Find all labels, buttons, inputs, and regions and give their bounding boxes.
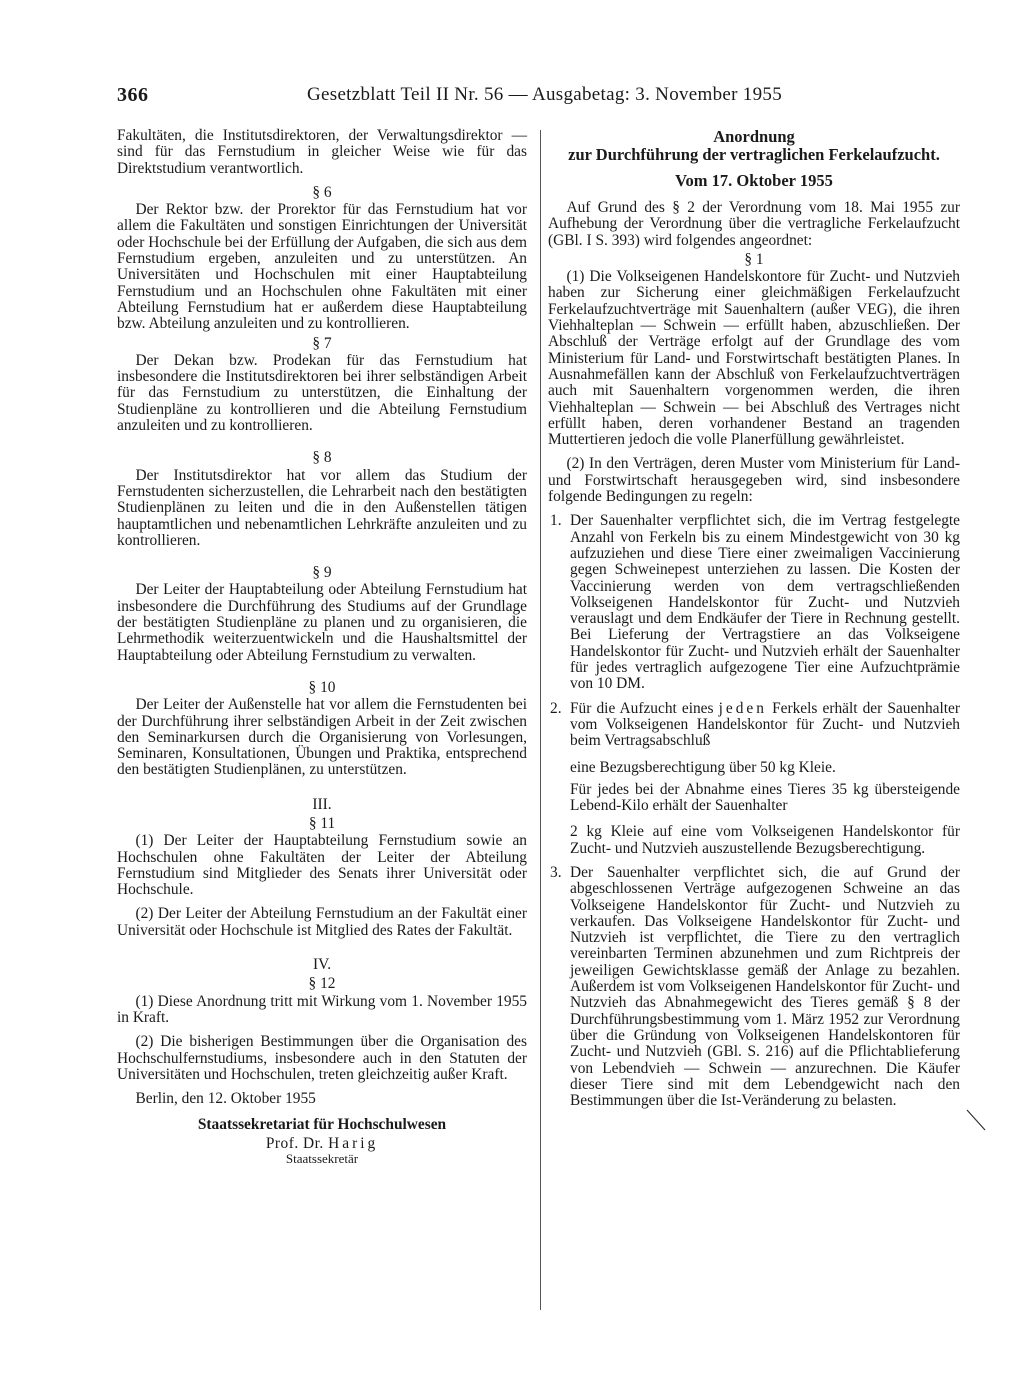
ordinance-subtitle: zur Durchführung der vertraglichen Ferkelaufzucht. — [568, 145, 940, 164]
list-item-1 — [548, 513, 960, 692]
section-11-heading: § 11 — [308, 814, 336, 832]
section-9-text: Der Leiter der Hauptabteilung oder Abteilung Fernstudium hat insbesondere die Durchführung des Studiums auf der Grundlage der bestätigten Studienpläne zu planen und zu organisieren, die Lehrmethodik weiterzuentwickeln und die Haushaltsmittel der Hauptabteilung oder Abteilung Fernstudium zu verwalten. — [117, 581, 527, 664]
section-12-para-2: (2) Die bisherigen Bestimmungen über die Organisation des Hochschulfernstudiums, insbesondere auch in den Statuten der Universitäten und Hochschulen, treten gleichzeitig außer Kraft. — [117, 1033, 527, 1083]
signature-role: Staatssekretär — [285, 1151, 359, 1167]
signature-name: Harig — [328, 1134, 379, 1152]
intro-paragraph: Fakultäten, die Institutsdirektoren, der Verwaltungsdirektor — sind für das Fernstudium in gleicher Weise wie für das Direktstudium verantwortlich. — [117, 127, 527, 177]
list-item-2 — [548, 701, 960, 857]
part-3-heading: III. — [312, 795, 332, 813]
section-10-text: Der Leiter der Außenstelle hat vor allem die Fernstudenten bei der Durchführung ihrer selbständigen Arbeit in der Zeit zwischen den Seminarkursen durch die Organisierung von Vorlesungen, Seminaren, Konsultationen, Übungen und Praktika, entsprechend den bestätigten Studienplänen, zu unterstützen. — [117, 696, 527, 779]
list-item-1-text: Der Sauenhalter verpflichtet sich, die im Vertrag festgelegte Anzahl von Ferkeln bis zu einem Mindestgewicht von 30 kg aufzuziehen und diese Tiere einer zweimaligen Vaccinierung gegen Schweinepest unterziehen zu lassen. Die Kosten der Vaccinierung werden von dem vertragschließenden Volkseigenen Handelskontor für Zucht- und Nutzvieh verauslagt und dem Endkäufer der Tiere in Rechnung gestellt. Bei Lieferung der Vertragstiere an das Volkseigene Handelskontor für Zucht- und Nutzvieh erhält der Sauenhalter für jedes vertraglich aufgezogene Tier eine Aufzuchtprämie von 10 DM. — [570, 512, 960, 693]
list-item-1-number: 1. — [550, 512, 562, 530]
ordinance-title: Anordnung — [713, 127, 795, 146]
left-column — [117, 128, 527, 1166]
section-7-text: Der Dekan bzw. Prodekan für das Fernstudium hat insbesondere die Institutsdirektoren bei ihrer selbständigen Arbeit für das Fernstudium zu unterstützen, die Einhaltung der Studienpläne zu kontrollieren und die Abteilung Fernstudium anzuleiten und zu kontrollieren. — [117, 351, 527, 435]
header-title: Gesetzblatt Teil II Nr. 56 — Ausgabetag: 3. November 1955 — [307, 84, 783, 105]
section-1-para-2: (2) In den Verträgen, deren Muster vom Ministerium für Land- und Forstwirtschaft herausgegeben wird, sind insbesondere folgende Bedingungen zu regeln: — [548, 455, 960, 506]
signature-title: Prof. Dr. — [265, 1134, 324, 1152]
page-number: 366 — [117, 84, 149, 106]
section-1-para-1: (1) Die Volkseigenen Handelskontore für Zucht- und Nutzvieh haben zur Sicherung einer gleichmäßigen Ferkelaufzucht Ferkelaufzuchtverträge mit Sauenhaltern (außer VEG), die ihren Viehhalteplan — Schwein — erfüllt haben, abzuschließen. Der Abschluß der Verträge erfolgt auf der Grundlage des vom Ministerium für Land- und Forstwirtschaft bestätigten Planes. In Ausnahmefällen kann der Abschluß von Ferkelaufzuchtverträgen auch mit Sauenhaltern vorgenommen werden, die ihren Viehhalteplan — Schwein — bei Abschluß des Vertrages nicht erfüllt haben, deren vorhandener Bestand an tragenden Muttertieren jedoch die volle Planerfüllung gewährleistet. — [548, 268, 960, 449]
list-item-2-sub-1: eine Bezugsberechtigung über 50 kg Kleie. — [570, 758, 836, 776]
section-6-text: Der Rektor bzw. der Prorektor für das Fernstudium hat vor allem die Fakultäten und sonstigen Einrichtungen der Universität oder Hochschule bei der Erfüllung der Aufgaben, die sich aus dem Fernstudium ergeben, anzuleiten und zu unterstützen. An Universitäten und Hochschulen mit einer Hauptabteilung Fernstudium und an Hochschulen ohne Fakultäten mit einer Abteilung Fernstudium hat er außerdem diese Hauptabteilung bzw. Abteilung anzuleiten und zu kontrollieren. — [117, 201, 527, 333]
section-11-para-2: (2) Der Leiter der Abteilung Fernstudium an der Fakultät einer Universität oder Hochschule ist Mitglied des Rates der Fakultät. — [117, 905, 527, 939]
section-7-heading: § 7 — [312, 334, 332, 352]
section-8-text: Der Institutsdirektor hat vor allem das Studium der Fernstudenten sicherzustellen, die Lehrarbeit nach den bestätigten Studienplänen zu leiten und die in den Außenstellen tätigen hauptamtlichen und nebenamtlichen Lehrkräfte anzuleiten und zu kontrollieren. — [117, 466, 527, 549]
section-1-heading: § 1 — [744, 250, 764, 268]
list-item-3 — [548, 865, 960, 1109]
signature-organization: Staatssekretariat für Hochschulwesen — [197, 1116, 447, 1134]
list-item-2-text-end: Ferkels erhält der Sauenhalter vom Volkseigenen Handelskontor für Zucht- und Nutzvieh beim Vertragsabschluß — [570, 699, 961, 750]
preamble: Auf Grund des § 2 der Verordnung vom 18. Mai 1955 zur Aufhebung der Verordnung über die vertragliche Ferkelaufzucht (GBl. I S. 393) wird folgendes angeordnet: — [548, 199, 960, 249]
list-item-2-sub-3: 2 kg Kleie auf eine vom Volkseigenen Handelskontor für Zucht- und Nutzvieh auszustellende Bezugsberechtigung. — [570, 823, 960, 857]
signature-name-line — [117, 1136, 527, 1152]
section-12-para-1: (1) Diese Anordnung tritt mit Wirkung vom 1. November 1955 in Kraft. — [117, 992, 527, 1026]
place-date: Berlin, den 12. Oktober 1955 — [135, 1090, 316, 1108]
section-8-heading: § 8 — [312, 449, 332, 467]
part-4-heading: IV. — [312, 956, 332, 974]
list-item-3-text: Der Sauenhalter verpflichtet sich, die auf Grund der abgeschlossenen Verträge aufgezogenen Schweine an das Volkseigene Handelskontor für Zucht- und Nutzvieh zu verkaufen. Das Volkseigene Handelskontor für Zucht- und Nutzvieh ist verpflichtet, die Tiere zu den vertraglich vereinbarten Terminen abzunehmen und zum Richtpreis der jeweiligen Gewichtsklasse gemäß der Anlage zu bezahlen. Außerdem ist vom Volkseigenen Handelskontor für Zucht- und Nutzvieh das Abnahmegewicht des Tieres gemäß § 8 der Durchführungsbestimmung vom 1. März 1952 zur Verordnung über die Gründung von Volkseigenen Handelskontoren für Zucht- und Nutzvieh (GBl. S. 216) auf die Pflichtablieferung von Lebendvieh — Schwein — anzurechnen. Die Käufer dieser Tiere sind mit dem Lebendgewicht nach den Bestimmungen über die Ist-Veränderung zu belasten. — [570, 863, 960, 1110]
ordinance-date: Vom 17. Oktober 1955 — [675, 171, 833, 190]
section-9-heading: § 9 — [312, 564, 332, 582]
list-item-2-sub-2: Für jedes bei der Abnahme eines Tieres 35 kg übersteigende Lebend-Kilo erhält der Sauenhalter — [570, 780, 960, 815]
section-6-heading: § 6 — [312, 183, 332, 201]
list-item-2-emphasis: jeden — [718, 699, 767, 717]
list-item-2-text — [570, 701, 960, 750]
list-item-2-number: 2. — [550, 699, 562, 717]
column-divider — [540, 130, 541, 1310]
list-item-2-text-start: Für die Aufzucht eines — [570, 699, 714, 717]
section-10-heading: § 10 — [308, 678, 336, 696]
page-header — [117, 84, 783, 108]
section-11-para-1: (1) Der Leiter der Hauptabteilung Fernstudium sowie an Hochschulen ohne Fakultäten der Leiter der Abteilung Fernstudium sind Mitglieder des Senats ihrer Universität oder Hochschule. — [117, 832, 527, 899]
list-item-3-number: 3. — [550, 863, 562, 881]
right-column — [548, 128, 960, 1109]
margin-pencil-mark — [965, 1108, 989, 1132]
section-12-heading: § 12 — [308, 975, 336, 993]
